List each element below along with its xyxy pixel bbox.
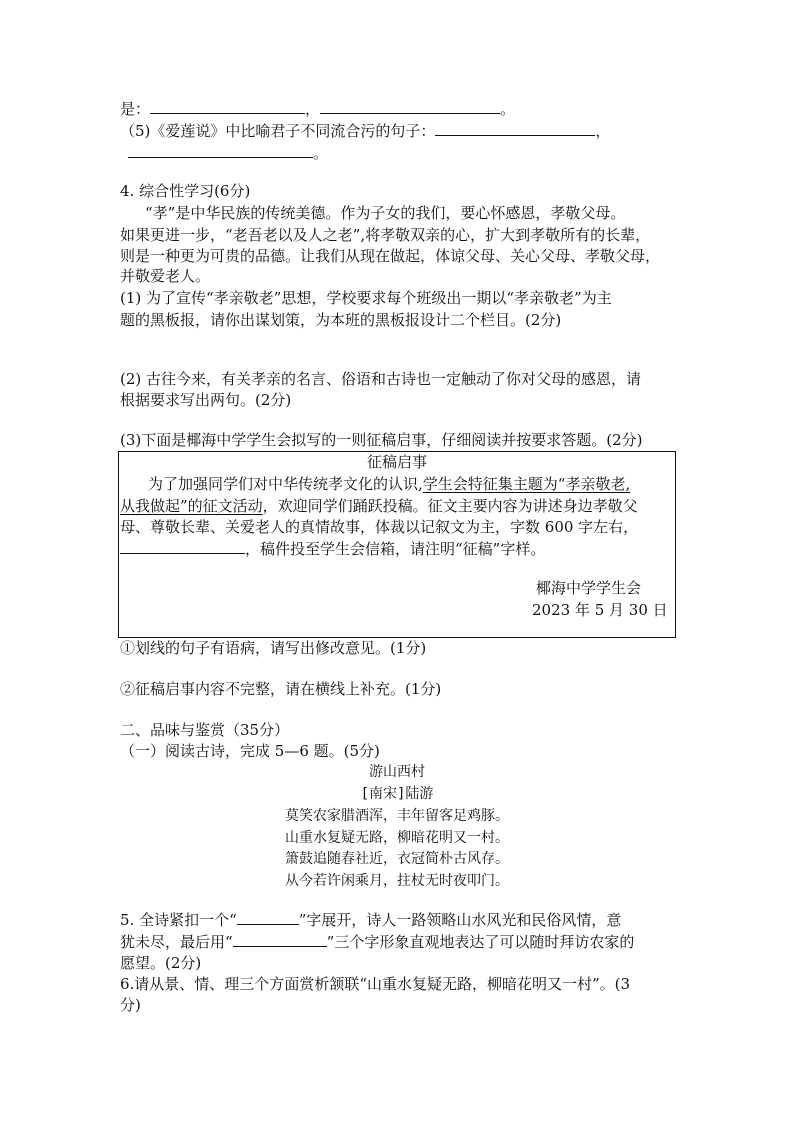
fill-line-1 bbox=[120, 99, 515, 119]
notice-text: ，稿件投至学生会信箱，请注明“征稿”字样。 bbox=[245, 540, 546, 558]
notice-text: ，欢迎同学们踊跃投稿。征文主要内容为讲述身边孝敬父 bbox=[262, 497, 638, 515]
intro-line: 如果更进一步，“老吾老以及人之老”,将孝敬双亲的心，扩大到孝敬所有的长辈， bbox=[120, 226, 651, 244]
answer-blank[interactable] bbox=[150, 99, 305, 114]
q5-text: ”字展开，诗人一路领略山水风光和民俗风情，意 bbox=[298, 911, 622, 929]
notice-signature: 椰海中学学生会 bbox=[536, 579, 642, 597]
question-4-heading: 4. 综合性学习(6分) bbox=[120, 182, 251, 200]
notice-line-3: 母、尊敬长辈、关爱老人的真情故事，体裁以记叙文为主，字数 600 字左右， bbox=[120, 518, 639, 536]
item-1-line: (1) 为了宣传“孝亲敬老”思想，学校要求每个班级出一期以“孝亲敬老”为主 bbox=[120, 289, 612, 307]
line-end: 。 bbox=[500, 100, 516, 118]
underlined-sentence: 从我做起”的征文活动 bbox=[120, 497, 263, 515]
answer-blank[interactable] bbox=[320, 99, 500, 114]
notice-line-4 bbox=[120, 539, 545, 559]
question-5-line-1 bbox=[120, 910, 621, 930]
notice-text: 为了加强同学们对中华传统孝文化的认识, bbox=[148, 475, 423, 493]
poem-line: 莫笑农家腊酒浑，丰年留客足鸡豚。 bbox=[285, 808, 509, 824]
poem-line: 从今若许闲乘月，拄杖无时夜叩门。 bbox=[285, 873, 509, 889]
intro-line: “孝”是中华民族的传统美德。作为子女的我们，要心怀感恩，孝敬父母。 bbox=[145, 204, 626, 222]
intro-line: 并敬爱老人。 bbox=[120, 267, 211, 285]
item-2-line: 根据要求写出两句。(2分) bbox=[120, 391, 292, 409]
sub-question-1: ①划线的句子有语病，请写出修改意见。(1分) bbox=[120, 639, 427, 657]
poem-author: [南宋]陆游 bbox=[360, 786, 434, 802]
poem-line: 山重水复疑无路，柳暗花明又一村。 bbox=[285, 830, 509, 846]
poem-line: 箫鼓追随春社近，衣冠简朴古风存。 bbox=[285, 851, 509, 867]
notice-line-2 bbox=[120, 496, 638, 516]
question-5-line-3: 愿望。(2分) bbox=[120, 954, 202, 972]
line-end: 。 bbox=[313, 144, 329, 162]
poem-title: 游山西村 bbox=[369, 764, 425, 780]
intro-line: 则是一种更为可贵的品德。让我们从现在做起，体谅父母、关心父母、孝敬父母， bbox=[120, 247, 661, 265]
question-6-line: 分) bbox=[120, 996, 141, 1014]
part-2-subheading: （一）阅读古诗，完成 5—6 题。(5分) bbox=[120, 742, 380, 760]
part-2-heading: 二、品味与鉴赏（35分） bbox=[120, 721, 290, 739]
item-text: （5)《爱莲说》中比喻君子不同流合污的句子： bbox=[120, 122, 436, 140]
answer-blank[interactable] bbox=[237, 910, 299, 925]
item-2-line: (2) 古往今来，有关孝亲的名言、俗语和古诗也一定触动了你对父母的感恩，请 bbox=[120, 370, 642, 388]
item-1-line: 题的黑板报，请你出谋划策，为本班的黑板报设计二个栏目。(2分) bbox=[120, 311, 562, 329]
question-3-item-5 bbox=[120, 121, 610, 141]
answer-blank[interactable] bbox=[120, 539, 245, 554]
separator: ， bbox=[305, 100, 321, 118]
answer-blank[interactable] bbox=[233, 932, 327, 947]
q5-text: 犹未尽，最后用“ bbox=[120, 933, 233, 951]
item-3-line: (3)下面是椰海中学学生会拟写的一则征稿启事，仔细阅读并按要求答题。(2分) bbox=[120, 431, 643, 449]
question-3-item-5-cont bbox=[128, 143, 328, 163]
q5-text: ”三个字形象直观地表达了可以随时拜访农家的 bbox=[326, 933, 635, 951]
notice-line-1 bbox=[148, 474, 630, 494]
sub-question-2: ②征稿启事内容不完整，请在横线上补充。(1分) bbox=[120, 680, 442, 698]
answer-blank[interactable] bbox=[435, 121, 595, 136]
separator: ， bbox=[595, 122, 611, 140]
question-5-line-2 bbox=[120, 932, 634, 952]
underlined-sentence: 学生会特征集主题为“孝亲敬老, bbox=[422, 475, 631, 493]
notice-date: 2023 年 5 月 30 日 bbox=[532, 601, 668, 619]
answer-blank[interactable] bbox=[128, 143, 313, 158]
notice-title: 征稿启事 bbox=[366, 453, 427, 471]
line-prefix: 是： bbox=[120, 100, 151, 118]
q5-text: 5. 全诗紧扣一个“ bbox=[120, 911, 237, 929]
question-6-line: 6.请从景、情、理三个方面赏析颔联“山重水复疑无路，柳暗花明又一村”。(3 bbox=[120, 975, 631, 993]
